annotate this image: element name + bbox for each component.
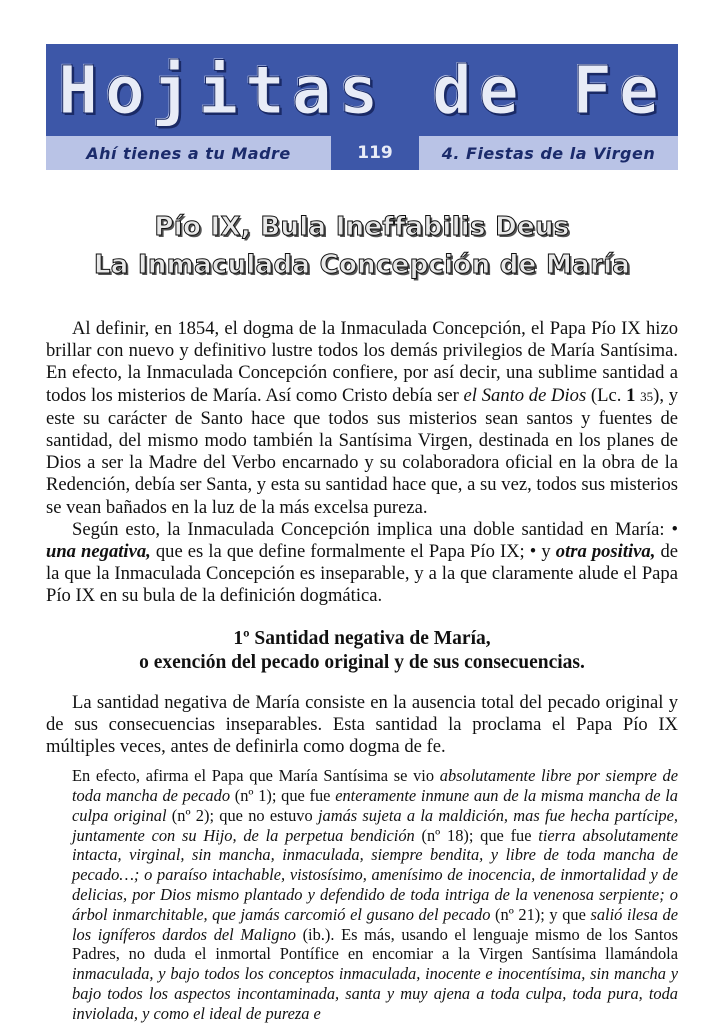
- masthead: [46, 44, 678, 170]
- article-body: [46, 318, 678, 1024]
- paragraph-2-text-c: que es la que define formalmente el Papa Pío IX; • y: [150, 541, 556, 563]
- paragraph-2-text-a: Según esto, la Inmaculada Concepción implica una doble santidad en María: •: [72, 518, 678, 540]
- paragraph-1-text-a: Al definir, en 1854, el dogma de la Inmaculada Concepción, el Papa Pío IX hizo brillar con nuevo y definitivo lustre todos los demás privilegios de María Santísima. En efecto, la Inmaculada Concepción confiere, por así decir, una sublime santidad a todos los misterios de María. Así como Cristo debía ser: [46, 318, 678, 406]
- section-heading: [46, 627, 678, 675]
- quote-italic-5: salió ilesa de los igníferos dardos del Maligno: [72, 904, 678, 944]
- section-heading-line-2: o exención del pecado original y de sus consecuencias.: [139, 651, 585, 673]
- quote-text-1: En efecto, afirma el Papa que María Santísima se vio: [72, 766, 440, 786]
- article-title-line-2: La Inmaculada Concepción de María: [93, 250, 631, 280]
- quote-text-4: (nº 18); que fue: [414, 825, 539, 845]
- paragraph-2-text-e: de la que la Inmaculada Concepción es inseparable, y a la que claramente alude el Papa Pío IX en su bula de la definición dogmática.: [46, 541, 678, 607]
- section-heading-line-1: 1º Santidad negativa de María,: [233, 627, 491, 649]
- issue-number: 119: [331, 136, 419, 170]
- quote-italic-6: inmaculada, y bajo todos los conceptos inmaculada, inocente e inocentísima, sin mancha y bajo todos los aspectos incontaminada, santa y muy ajena a toda culpa, toda pura, toda inviolada, y como el ideal de pureza e: [72, 964, 678, 1023]
- paragraph-2-emphasis-1: una negativa,: [46, 541, 151, 563]
- publication-title: Hojitas de Fe: [58, 51, 666, 129]
- article-title-line-1: Pío IX, Bula Ineffabilis Deus: [154, 212, 570, 242]
- quote-italic-1: absolutamente libre por siempre de toda mancha de pecado: [72, 766, 678, 806]
- quotation-block: [72, 766, 678, 1023]
- paragraph-2: [46, 519, 678, 608]
- paragraph-1-text-f: ), y este su carácter de Santo hace que todos sus misterios sean santos y fuentes de santidad, del mismo modo también la Santísima Virgen, destinada en los planes de Dios a ser la Madre del Verbo encarnado y su colaboradora oficial en la obra de la Redención, debía ser Santa, y esta su santidad hace que, a su vez, todos sus misterios se vean bañados en la luz de la más excelsa pureza.: [46, 384, 678, 518]
- quote-text-6: (ib.). Es más, usando el lenguaje mismo de los Santos Padres, no duda el inmortal Pontífice en encomiar a la Virgen Santísima llamándola: [72, 924, 678, 964]
- paragraph-1: [46, 318, 678, 519]
- quote-text-2: (nº 1); que fue: [230, 786, 336, 806]
- paragraph-3: La santidad negativa de María consiste en la ausencia total del pecado original y de sus consecuencias inseparables. Esta santidad la proclama el Papa Pío IX múltiples veces, antes de definirla como dogma de fe.: [46, 691, 678, 758]
- citation-chapter: 1: [626, 384, 636, 406]
- masthead-subbar: [46, 136, 678, 170]
- citation-verse: 35: [640, 388, 654, 404]
- quote-italic-4: tierra absolutamente intacta, virginal, sin mancha, inmaculada, siempre bendita, y libre de toda mancha de pecado…; o paraíso intachable, vistosísimo, amenísimo de inocencia, de inmortalidad y de delicias, por Dios mismo plantado y defendido de toda intriga de la venenosa serpiente; o árbol inmarchitable, que jamás carcomió el gusano del pecado: [72, 825, 678, 924]
- quote-text-3: (nº 2); que no estuvo: [166, 805, 318, 825]
- masthead-banner: [46, 44, 678, 136]
- paragraph-2-emphasis-2: otra positiva,: [555, 541, 656, 563]
- paragraph-1-italic: el Santo de Dios: [463, 384, 587, 406]
- quote-italic-2: enteramente inmune aun de la misma mancha de la culpa original: [72, 786, 678, 825]
- quote-text-5: (nº 21); y que: [490, 904, 591, 924]
- series-label: Ahí tienes a tu Madre: [86, 143, 291, 163]
- section-label: 4. Fiestas de la Virgen: [441, 143, 656, 163]
- article-title: [46, 208, 678, 284]
- quote-italic-3: jamás sujeta a la maldición, mas fue hecha partícipe, juntamente con su Hijo, de la perpetua bendición: [72, 805, 678, 845]
- paragraph-1-text-c: (Lc.: [586, 384, 627, 406]
